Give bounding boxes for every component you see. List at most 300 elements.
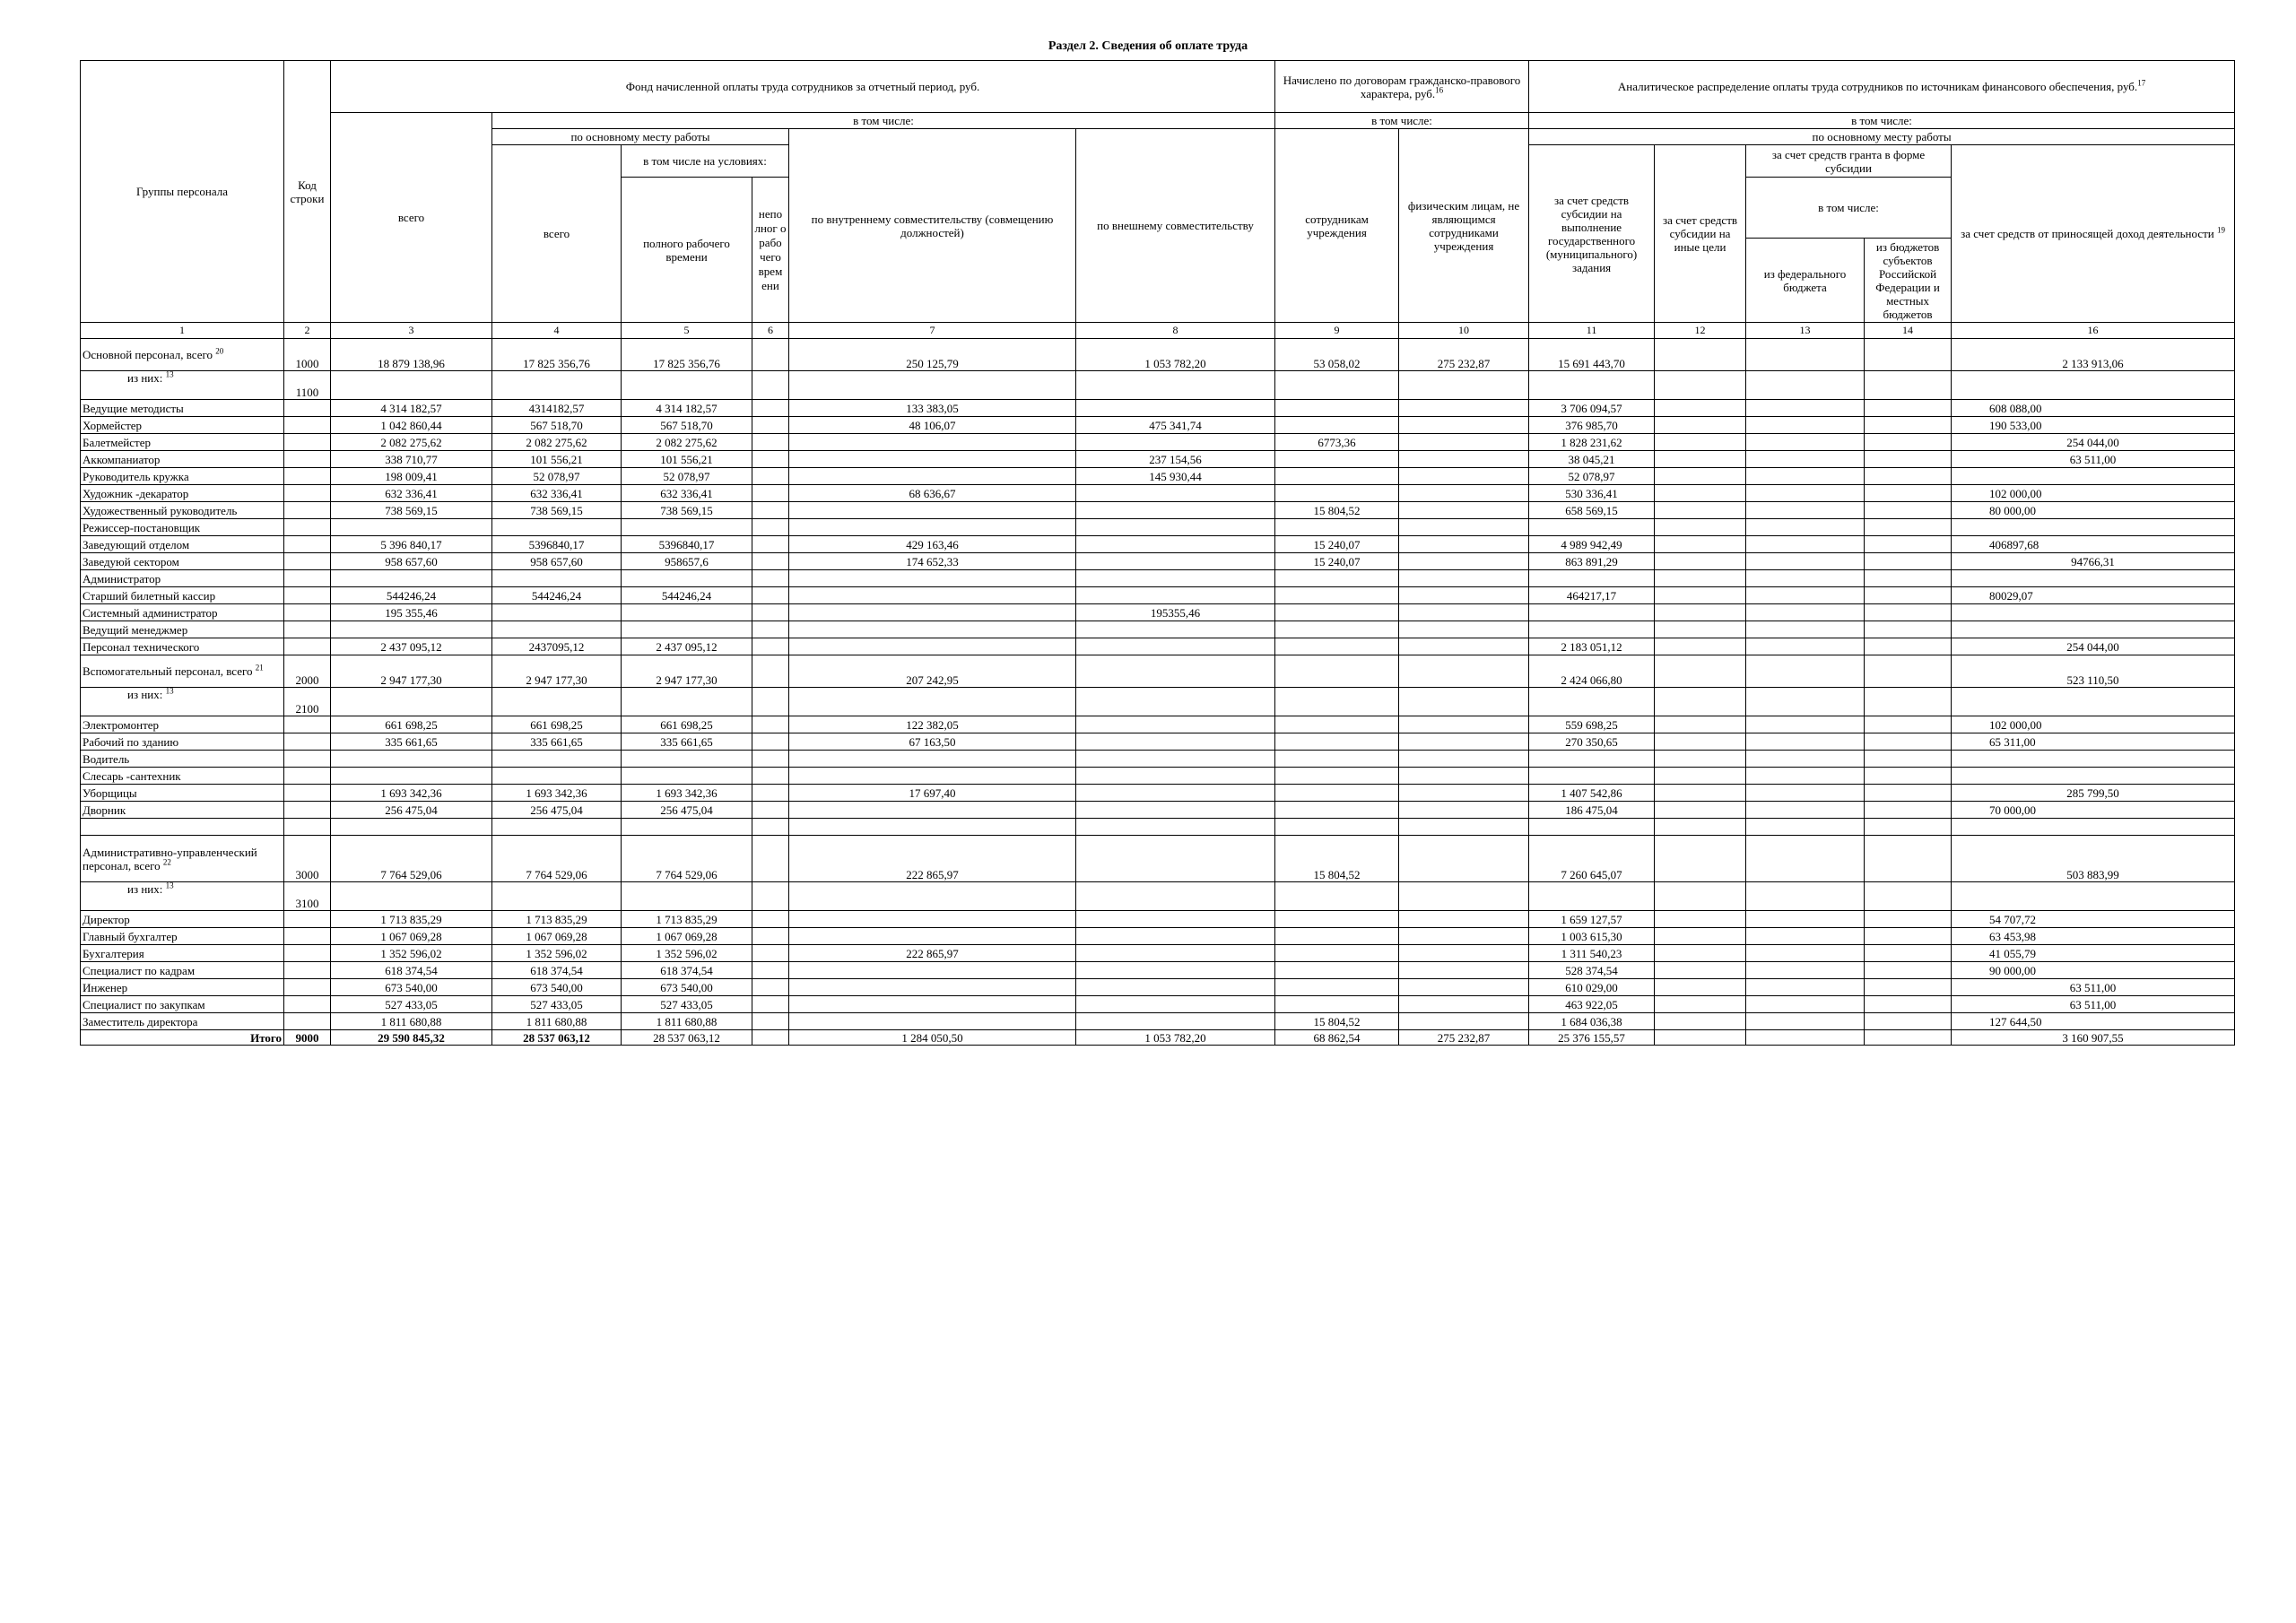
header-regional: из бюджетов субъектов Российской Федерации и местных бюджетов: [1865, 239, 1952, 323]
cell-value: [1865, 768, 1952, 785]
cell-value: 17 697,40: [789, 785, 1076, 802]
cell-value: [1746, 945, 1865, 962]
cell-value: 2 947 177,30: [492, 655, 622, 688]
cell-value: 54 707,72: [1952, 911, 2235, 928]
cell-value: [1076, 911, 1275, 928]
cell-value: 15 804,52: [1275, 1013, 1399, 1030]
cell-value: [1655, 604, 1746, 621]
cell-value: [1655, 928, 1746, 945]
cell-value: [622, 688, 752, 716]
cell-value: [1865, 911, 1952, 928]
row-code: [284, 485, 331, 502]
cell-value: [1655, 688, 1746, 716]
cell-value: [789, 882, 1076, 911]
row-code: 2000: [284, 655, 331, 688]
cell-value: [622, 570, 752, 587]
row-name: Главный бухгалтер: [81, 928, 284, 945]
cell-value: 7 764 529,06: [622, 836, 752, 882]
header-analytic-incl: в том числе:: [1529, 113, 2235, 129]
cell-value: [1865, 400, 1952, 417]
cell-value: [789, 751, 1076, 768]
cell-value: [1865, 519, 1952, 536]
cell-value: [1399, 819, 1529, 836]
row-code: [284, 451, 331, 468]
cell-value: 544246,24: [622, 587, 752, 604]
cell-value: 52 078,97: [492, 468, 622, 485]
header-gph: Начислено по договорам гражданско-правового характера, руб.$^{16}$: [1275, 61, 1529, 113]
cell-value: [1655, 836, 1746, 882]
cell-value: [1865, 688, 1952, 716]
cell-value: [1399, 502, 1529, 519]
cell-value: 527 433,05: [492, 996, 622, 1013]
cell-value: [1952, 751, 2235, 768]
cell-value: 863 891,29: [1529, 553, 1655, 570]
cell-value: [1865, 339, 1952, 371]
cell-value: 70 000,00: [1952, 802, 2235, 819]
cell-value: [789, 638, 1076, 655]
column-number: 13: [1746, 323, 1865, 339]
cell-value: 52 078,97: [622, 468, 752, 485]
cell-value: [1399, 655, 1529, 688]
row-name: из них: $^{13}$: [81, 371, 284, 400]
header-analytic-main-place: по основному месту работы: [1529, 129, 2235, 145]
cell-value: [622, 751, 752, 768]
cell-value: 52 078,97: [1529, 468, 1655, 485]
row-name: Итого: [81, 1030, 284, 1046]
row-name: Системный администратор: [81, 604, 284, 621]
cell-value: [622, 519, 752, 536]
cell-value: [1076, 928, 1275, 945]
cell-value: [789, 371, 1076, 400]
cell-value: 256 475,04: [492, 802, 622, 819]
cell-value: [1952, 819, 2235, 836]
cell-value: 503 883,99: [1952, 836, 2235, 882]
cell-value: [1275, 485, 1399, 502]
cell-value: [1399, 621, 1529, 638]
cell-value: [1865, 716, 1952, 733]
cell-value: [789, 451, 1076, 468]
table-row: [81, 621, 2235, 638]
cell-value: [1529, 751, 1655, 768]
row-name: Уборщицы: [81, 785, 284, 802]
cell-value: [752, 688, 789, 716]
column-number: 5: [622, 323, 752, 339]
cell-value: 190 533,00: [1952, 417, 2235, 434]
cell-value: 63 453,98: [1952, 928, 2235, 945]
cell-value: 475 341,74: [1076, 417, 1275, 434]
cell-value: 1 067 069,28: [492, 928, 622, 945]
table-row: [81, 485, 2235, 502]
cell-value: 6773,36: [1275, 434, 1399, 451]
column-number: 1: [81, 323, 284, 339]
row-name: Рабочий по зданию: [81, 733, 284, 751]
cell-value: [1529, 688, 1655, 716]
cell-value: 28 537 063,12: [492, 1030, 622, 1046]
cell-value: [1655, 553, 1746, 570]
cell-value: 406897,68: [1952, 536, 2235, 553]
header-full-time: полного рабочего времени: [622, 178, 752, 323]
cell-value: [1655, 1030, 1746, 1046]
cell-value: 2 947 177,30: [622, 655, 752, 688]
cell-value: 63 511,00: [1952, 451, 2235, 468]
cell-value: [1746, 536, 1865, 553]
cell-value: [752, 819, 789, 836]
cell-value: [1529, 819, 1655, 836]
table-row: [81, 882, 2235, 911]
cell-value: 254 044,00: [1952, 638, 2235, 655]
cell-value: [1865, 996, 1952, 1013]
cell-value: [1275, 979, 1399, 996]
cell-value: 632 336,41: [622, 485, 752, 502]
cell-value: 618 374,54: [331, 962, 492, 979]
cell-value: [1746, 371, 1865, 400]
cell-value: 15 804,52: [1275, 502, 1399, 519]
cell-value: 1 828 231,62: [1529, 434, 1655, 451]
table-row: [81, 962, 2235, 979]
cell-value: [1076, 836, 1275, 882]
table-row: [81, 733, 2235, 751]
cell-value: [752, 962, 789, 979]
row-name: Аккомпаниатор: [81, 451, 284, 468]
cell-value: 101 556,21: [492, 451, 622, 468]
cell-value: 1 053 782,20: [1076, 1030, 1275, 1046]
cell-value: [1275, 882, 1399, 911]
row-name: Административно-управленческий персонал, всего $^{22}$: [81, 836, 284, 882]
cell-value: [1746, 716, 1865, 733]
cell-value: [1076, 655, 1275, 688]
cell-value: 7 764 529,06: [331, 836, 492, 882]
cell-value: 1 352 596,02: [331, 945, 492, 962]
table-row: [81, 604, 2235, 621]
cell-value: [1076, 882, 1275, 911]
cell-value: 15 240,07: [1275, 536, 1399, 553]
cell-value: 3 706 094,57: [1529, 400, 1655, 417]
cell-value: [1076, 536, 1275, 553]
cell-value: 4 314 182,57: [331, 400, 492, 417]
cell-value: [1275, 819, 1399, 836]
cell-value: 1 693 342,36: [492, 785, 622, 802]
cell-value: 68 862,54: [1275, 1030, 1399, 1046]
cell-value: 1 042 860,44: [331, 417, 492, 434]
cell-value: 198 009,41: [331, 468, 492, 485]
row-name: Директор: [81, 911, 284, 928]
cell-value: [789, 621, 1076, 638]
cell-value: 102 000,00: [1952, 485, 2235, 502]
table-row: [81, 688, 2235, 716]
header-groups: Группы персонала: [81, 61, 284, 323]
header-part-time: непо лног о рабо чего врем ени: [752, 178, 789, 323]
row-code: [284, 733, 331, 751]
cell-value: 464217,17: [1529, 587, 1655, 604]
cell-value: [752, 451, 789, 468]
cell-value: [1952, 519, 2235, 536]
cell-value: 661 698,25: [622, 716, 752, 733]
cell-value: [752, 716, 789, 733]
cell-value: [1076, 802, 1275, 819]
cell-value: [1865, 417, 1952, 434]
header-grant: за счет средств гранта в форме субсидии: [1746, 145, 1952, 178]
cell-value: 250 125,79: [789, 339, 1076, 371]
cell-value: 2 183 051,12: [1529, 638, 1655, 655]
cell-value: [1275, 785, 1399, 802]
row-code: 2100: [284, 688, 331, 716]
row-code: [284, 604, 331, 621]
cell-value: 207 242,95: [789, 655, 1076, 688]
cell-value: [1399, 468, 1529, 485]
cell-value: 285 799,50: [1952, 785, 2235, 802]
cell-value: [1399, 570, 1529, 587]
cell-value: [622, 882, 752, 911]
cell-value: 5 396 840,17: [331, 536, 492, 553]
cell-value: 2 437 095,12: [331, 638, 492, 655]
row-name: Специалист по кадрам: [81, 962, 284, 979]
cell-value: [1865, 371, 1952, 400]
cell-value: [789, 928, 1076, 945]
cell-value: [1076, 485, 1275, 502]
cell-value: [752, 979, 789, 996]
cell-value: 1 693 342,36: [622, 785, 752, 802]
cell-value: [789, 768, 1076, 785]
cell-value: [752, 553, 789, 570]
cell-value: [1746, 485, 1865, 502]
cell-value: [1076, 688, 1275, 716]
cell-value: [1865, 785, 1952, 802]
cell-value: [1399, 371, 1529, 400]
cell-value: [752, 587, 789, 604]
cell-value: [1655, 638, 1746, 655]
cell-value: [1746, 928, 1865, 945]
group-row: [81, 339, 2235, 371]
cell-value: 2 133 913,06: [1952, 339, 2235, 371]
cell-value: [1275, 996, 1399, 1013]
cell-value: 958 657,60: [331, 553, 492, 570]
cell-value: [1275, 468, 1399, 485]
cell-value: [752, 928, 789, 945]
cell-value: [622, 604, 752, 621]
cell-value: [622, 819, 752, 836]
cell-value: [752, 485, 789, 502]
cell-value: 376 985,70: [1529, 417, 1655, 434]
cell-value: 2 437 095,12: [622, 638, 752, 655]
cell-value: [1865, 655, 1952, 688]
cell-value: [1399, 836, 1529, 882]
cell-value: [1399, 688, 1529, 716]
row-name: Старший билетный кассир: [81, 587, 284, 604]
cell-value: [1275, 733, 1399, 751]
column-number: 7: [789, 323, 1076, 339]
cell-value: [1655, 485, 1746, 502]
cell-value: [752, 945, 789, 962]
cell-value: [1952, 882, 2235, 911]
cell-value: [752, 519, 789, 536]
group-row: [81, 655, 2235, 688]
cell-value: [752, 836, 789, 882]
cell-value: [1076, 570, 1275, 587]
row-name: Вспомогательный персонал, всего $^{21}$: [81, 655, 284, 688]
cell-value: [1865, 1030, 1952, 1046]
cell-value: [1655, 655, 1746, 688]
cell-value: 122 382,05: [789, 716, 1076, 733]
row-code: [284, 502, 331, 519]
column-number: 16: [1952, 323, 2235, 339]
cell-value: [1746, 979, 1865, 996]
cell-value: [1655, 802, 1746, 819]
cell-value: [331, 751, 492, 768]
cell-value: [1655, 468, 1746, 485]
cell-value: [492, 751, 622, 768]
row-code: [284, 945, 331, 962]
column-number: 3: [331, 323, 492, 339]
cell-value: 618 374,54: [622, 962, 752, 979]
cell-value: [1076, 962, 1275, 979]
cell-value: [789, 468, 1076, 485]
cell-value: 102 000,00: [1952, 716, 2235, 733]
row-name: Балетмейстер: [81, 434, 284, 451]
cell-value: 18 879 138,96: [331, 339, 492, 371]
cell-value: [1076, 638, 1275, 655]
cell-value: 195355,46: [1076, 604, 1275, 621]
row-code: [284, 468, 331, 485]
table-row: [81, 502, 2235, 519]
cell-value: [1275, 945, 1399, 962]
cell-value: [1746, 911, 1865, 928]
cell-value: [1865, 882, 1952, 911]
cell-value: [1746, 1030, 1865, 1046]
cell-value: 222 865,97: [789, 836, 1076, 882]
cell-value: [789, 996, 1076, 1013]
cell-value: [752, 434, 789, 451]
cell-value: [1655, 519, 1746, 536]
cell-value: 338 710,77: [331, 451, 492, 468]
cell-value: [1655, 371, 1746, 400]
column-number: 14: [1865, 323, 1952, 339]
row-name: Режиссер-постановщик: [81, 519, 284, 536]
row-code: [284, 400, 331, 417]
cell-value: [492, 882, 622, 911]
cell-value: [1746, 604, 1865, 621]
cell-value: [1865, 733, 1952, 751]
header-fund-all: всего: [331, 113, 492, 323]
cell-value: 256 475,04: [331, 802, 492, 819]
cell-value: 618 374,54: [492, 962, 622, 979]
cell-value: [752, 1013, 789, 1030]
column-number: 2: [284, 323, 331, 339]
cell-value: 80 000,00: [1952, 502, 2235, 519]
cell-value: [492, 688, 622, 716]
row-code: 3100: [284, 882, 331, 911]
cell-value: 738 569,15: [492, 502, 622, 519]
cell-value: [1529, 604, 1655, 621]
cell-value: [1865, 945, 1952, 962]
cell-value: [1865, 485, 1952, 502]
cell-value: 1 811 680,88: [622, 1013, 752, 1030]
cell-value: [331, 882, 492, 911]
cell-value: [752, 911, 789, 928]
cell-value: [752, 339, 789, 371]
cell-value: 1 713 835,29: [331, 911, 492, 928]
cell-value: [1655, 434, 1746, 451]
row-code: [284, 819, 331, 836]
cell-value: 335 661,65: [492, 733, 622, 751]
table-row: [81, 371, 2235, 400]
cell-value: 527 433,05: [622, 996, 752, 1013]
cell-value: 4 314 182,57: [622, 400, 752, 417]
header-external: по внешнему совместительству: [1076, 129, 1275, 323]
row-name: из них: $^{13}$: [81, 688, 284, 716]
group-row: [81, 836, 2235, 882]
cell-value: [1076, 819, 1275, 836]
cell-value: 1 713 835,29: [492, 911, 622, 928]
cell-value: [752, 371, 789, 400]
cell-value: 632 336,41: [492, 485, 622, 502]
cell-value: [752, 655, 789, 688]
cell-value: 7 260 645,07: [1529, 836, 1655, 882]
cell-value: [789, 688, 1076, 716]
row-name: Художественный руководитель: [81, 502, 284, 519]
row-name: [81, 819, 284, 836]
header-subsidy-other: за счет средств субсидии на иные цели: [1655, 145, 1746, 323]
cell-value: [1865, 536, 1952, 553]
table-row: [81, 928, 2235, 945]
cell-value: [1076, 502, 1275, 519]
row-name: Бухгалтерия: [81, 945, 284, 962]
cell-value: [1655, 882, 1746, 911]
cell-value: [331, 621, 492, 638]
cell-value: 90 000,00: [1952, 962, 2235, 979]
cell-value: [1746, 962, 1865, 979]
table-row: [81, 587, 2235, 604]
cell-value: [1076, 1013, 1275, 1030]
cell-value: 544246,24: [331, 587, 492, 604]
row-name: Заместитель директора: [81, 1013, 284, 1030]
cell-value: [1275, 688, 1399, 716]
cell-value: [622, 621, 752, 638]
cell-value: 4 989 942,49: [1529, 536, 1655, 553]
table-row: [81, 638, 2235, 655]
row-name: Администратор: [81, 570, 284, 587]
cell-value: [1275, 638, 1399, 655]
cell-value: [789, 604, 1076, 621]
cell-value: [1399, 604, 1529, 621]
cell-value: [1865, 604, 1952, 621]
cell-value: 145 930,44: [1076, 468, 1275, 485]
cell-value: 2 082 275,62: [492, 434, 622, 451]
cell-value: [1865, 638, 1952, 655]
cell-value: [1655, 621, 1746, 638]
column-number: 9: [1275, 323, 1399, 339]
cell-value: [752, 502, 789, 519]
cell-value: 738 569,15: [331, 502, 492, 519]
cell-value: 2437095,12: [492, 638, 622, 655]
cell-value: 958 657,60: [492, 553, 622, 570]
cell-value: 101 556,21: [622, 451, 752, 468]
cell-value: 1 067 069,28: [331, 928, 492, 945]
cell-value: [1746, 802, 1865, 819]
cell-value: [1746, 733, 1865, 751]
cell-value: 661 698,25: [492, 716, 622, 733]
cell-value: [1655, 536, 1746, 553]
row-code: 9000: [284, 1030, 331, 1046]
cell-value: [1399, 911, 1529, 928]
cell-value: [1275, 417, 1399, 434]
cell-value: [1399, 536, 1529, 553]
row-code: [284, 716, 331, 733]
cell-value: 5396840,17: [622, 536, 752, 553]
cell-value: [1529, 882, 1655, 911]
cell-value: [1399, 1013, 1529, 1030]
cell-value: [1399, 751, 1529, 768]
cell-value: 254 044,00: [1952, 434, 2235, 451]
